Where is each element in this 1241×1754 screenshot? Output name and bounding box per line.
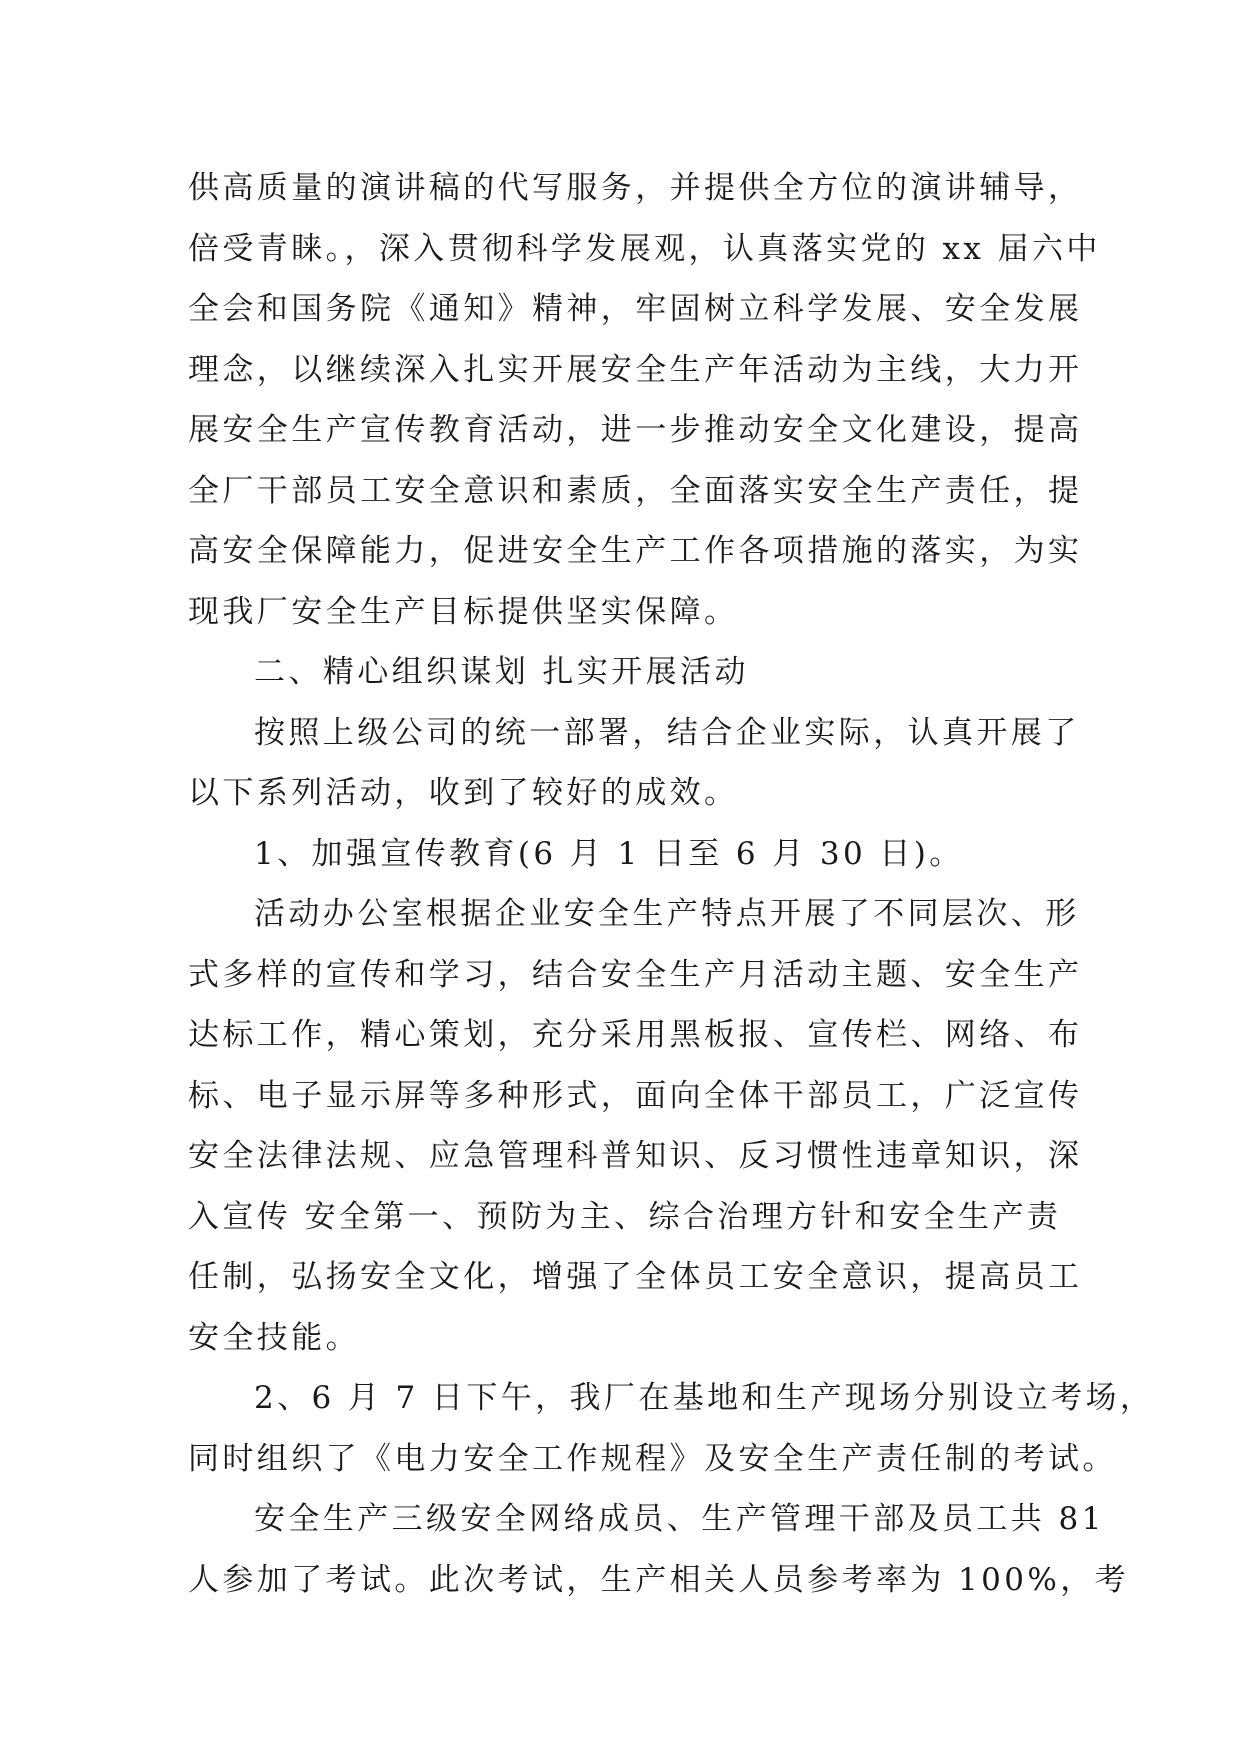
text-line: 2、6 月 7 日下午，我厂在基地和生产现场分别设立考场， [254, 1380, 1155, 1416]
text-line: 理念，以继续深入扎实开展安全生产年活动为主线，大力开 [188, 351, 1083, 388]
section-heading: 二、精心组织谋划 扎实开展活动 [254, 654, 749, 690]
text-line: 人参加了考试。此次考试，生产相关人员参考率为 100%，考 [188, 1561, 1130, 1598]
text-line: 按照上级公司的统一部署，结合企业实际，认真开展了 [254, 714, 1080, 751]
text-line: 倍受青睐。，深入贯彻科学发展观，认真落实党的 xx 届六中 [188, 230, 1101, 267]
text-line: 入宣传 安全第一、预防为主、综合治理方针和安全生产责 [188, 1198, 1062, 1235]
text-line: 安全法律法规、应急管理科普知识、反习惯性违章知识，深 [188, 1138, 1083, 1174]
text-line: 供高质量的演讲稿的代写服务，并提供全方位的演讲辅导， [188, 170, 1083, 206]
document-body [188, 158, 1155, 1610]
text-line: 全厂干部员工安全意识和素质，全面落实安全生产责任，提 [188, 472, 1083, 509]
text-line: 以下系列活动，收到了较好的成效。 [188, 775, 739, 811]
text-line: 高安全保障能力，促进安全生产工作各项措施的落实，为实 [188, 533, 1083, 569]
text-line: 现我厂安全生产目标提供坚实保障。 [188, 593, 739, 630]
text-line: 标、电子显示屏等多种形式，面向全体干部员工，广泛宣传 [188, 1077, 1083, 1114]
text-line: 任制，弘扬安全文化，增强了全体员工安全意识，提高员工 [188, 1259, 1083, 1295]
text-line: 展安全生产宣传教育活动，进一步推动安全文化建设，提高 [188, 412, 1083, 448]
text-line: 达标工作，精心策划，充分采用黑板报、宣传栏、网络、布 [188, 1017, 1083, 1053]
text-line: 全会和国务院《通知》精神，牢固树立科学发展、安全发展 [188, 291, 1083, 327]
text-line: 安全技能。 [188, 1319, 360, 1356]
text-line: 活动办公室根据企业安全生产特点开展了不同层次、形 [254, 896, 1080, 932]
text-line: 同时组织了《电力安全工作规程》及安全生产责任制的考试。 [188, 1440, 1117, 1477]
subsection-heading: 1、加强宣传教育(6 月 1 日至 6 月 30 日)。 [254, 835, 964, 872]
text-line: 式多样的宣传和学习，结合安全生产月活动主题、安全生产 [188, 956, 1083, 993]
text-line: 安全生产三级安全网络成员、生产管理干部及员工共 81 [254, 1501, 1105, 1537]
